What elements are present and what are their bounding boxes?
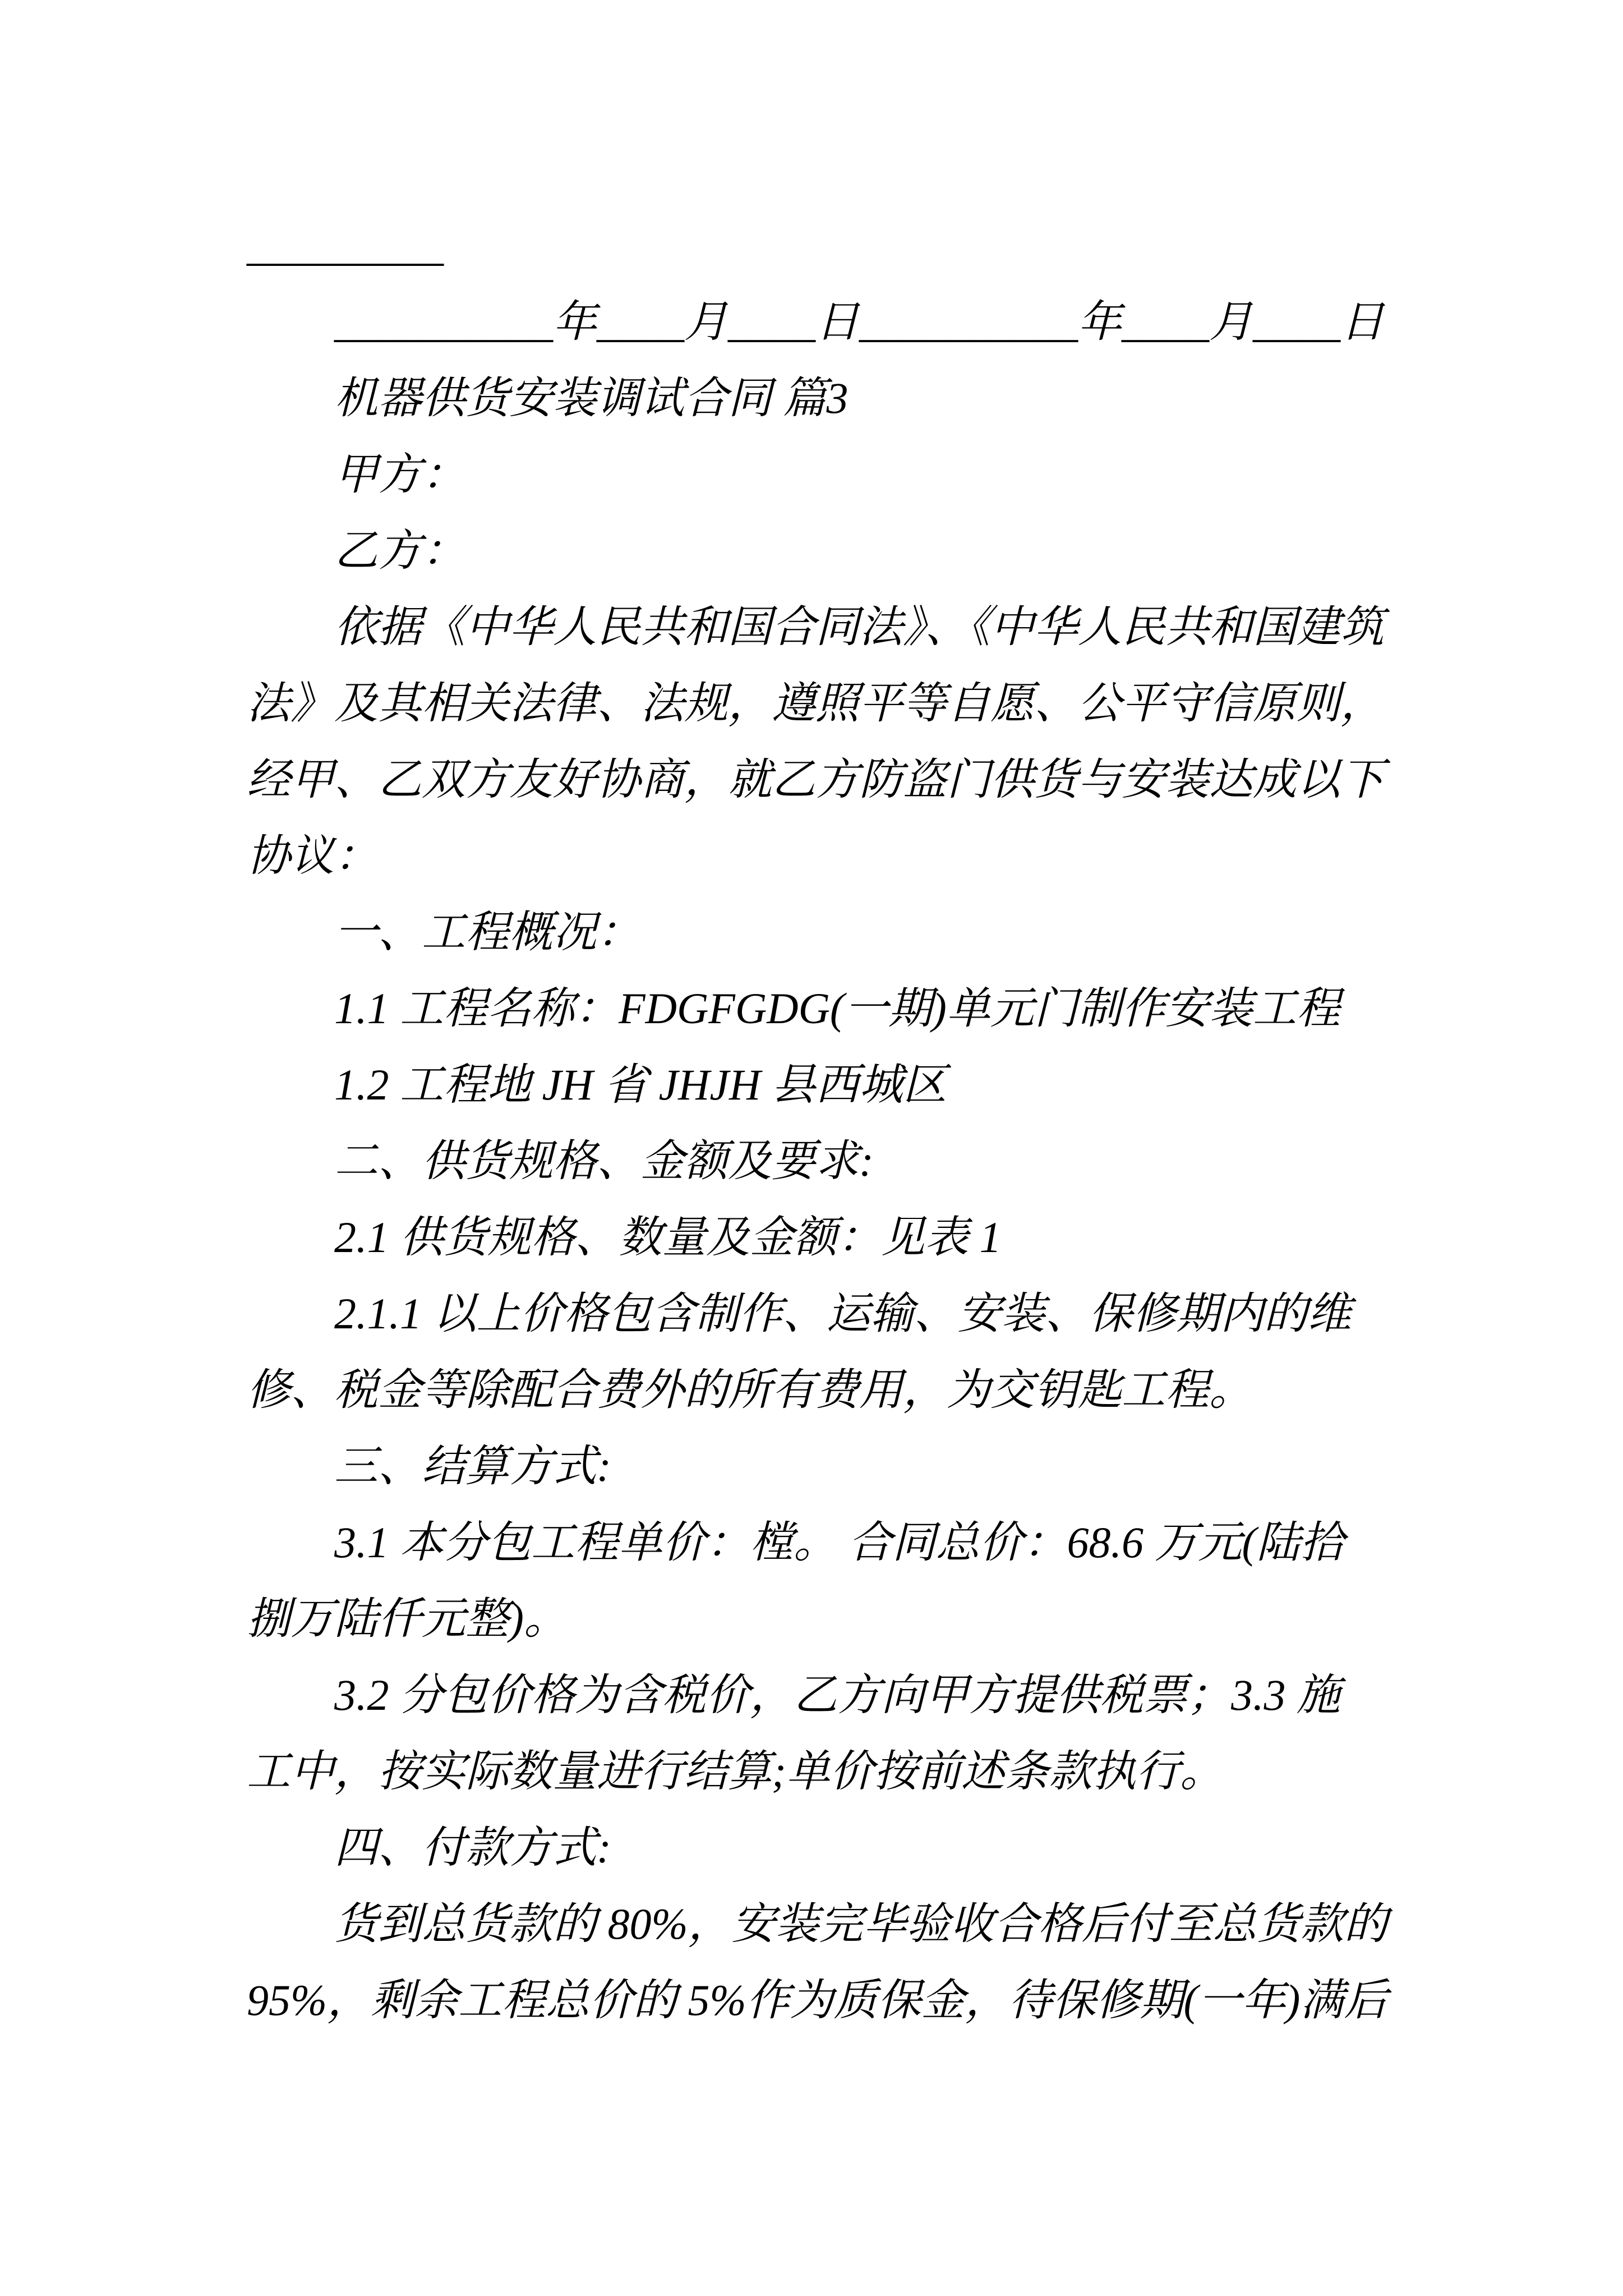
payment-terms-line-2: 95%，剩余工程总价的 5%作为质保金，待保修期(一年)满后: [247, 1976, 1388, 2024]
preamble-line-2: 法》及其相关法律、法规，遵照平等自愿、公平守信原则，: [247, 679, 1385, 728]
party-b-line: 乙方：: [334, 526, 466, 575]
clause-3-2-line-2: 工中，按实际数量进行结算;单价按前述条款执行。: [247, 1747, 1224, 1796]
document-text-block: [247, 208, 1388, 2039]
clause-3-1-line-1: 3.1 本分包工程单价：樘。 合同总价：68.6 万元(陆拾: [334, 1518, 1344, 1567]
clause-2-1-1-line-2: 修、税金等除配合费外的所有费用，为交钥匙工程。: [247, 1365, 1253, 1414]
clause-2-1-1-line-1: 2.1.1 以上价格包含制作、运输、安装、保修期内的维: [334, 1289, 1352, 1338]
section-3-heading: 三、结算方式:: [334, 1442, 611, 1490]
preamble-line-4: 协议：: [247, 831, 379, 880]
party-a-line: 甲方：: [334, 450, 466, 499]
section-1-heading: 一、工程概况：: [334, 908, 641, 956]
preamble-line-3: 经甲、乙双方友好协商，就乙方防盗门供货与安装达成以下: [247, 755, 1385, 804]
date-signature-line: __________年____月____日__________年____月____日: [334, 297, 1385, 346]
clause-2-1: 2.1 供货规格、数量及金额：见表 1: [334, 1213, 1002, 1262]
preamble-line-1: 依据《中华人民共和国合同法》、《中华人民共和国建筑: [334, 602, 1385, 651]
section-4-heading: 四、付款方式:: [334, 1823, 611, 1872]
payment-terms-line-1: 货到总货款的 80%，安装完毕验收合格后付至总货款的: [334, 1899, 1388, 1948]
document-title: 机器供货安装调试合同 篇3: [334, 374, 849, 422]
section-2-heading: 二、供货规格、金额及要求:: [334, 1137, 874, 1185]
clause-1-1: 1.1 工程名称：FDGFGDG(一期)单元门制作安装工程: [334, 984, 1340, 1033]
clause-1-2: 1.2 工程地 JH 省 JHJH 县西城区: [334, 1060, 947, 1109]
clause-3-1-line-2: 捌万陆仟元整)。: [247, 1594, 568, 1643]
blank-underline-line: _________: [247, 221, 444, 270]
clause-3-2-line-1: 3.2 分包价格为含税价，乙方向甲方提供税票；3.3 施: [334, 1671, 1341, 1719]
